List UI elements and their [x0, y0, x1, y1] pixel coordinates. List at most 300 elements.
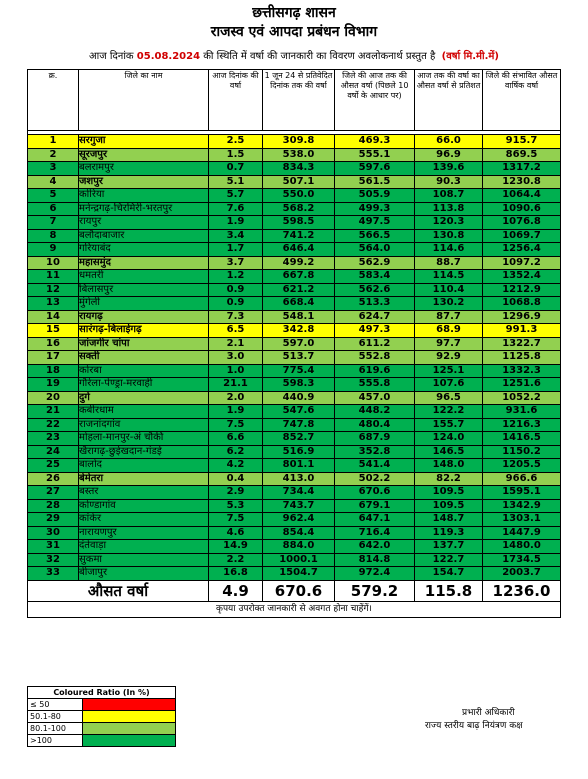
row-avg-to-date: 624.7: [335, 310, 415, 324]
row-annual: 1205.5: [483, 459, 561, 473]
table-row: [28, 243, 561, 257]
row-since-june: 598.5: [263, 216, 335, 230]
row-annual: 966.6: [483, 472, 561, 486]
table-row: [28, 256, 561, 270]
row-annual: 915.7: [483, 135, 561, 149]
row-annual: 1216.3: [483, 418, 561, 432]
row-percent: 139.6: [415, 162, 483, 176]
row-since-june: 646.4: [263, 243, 335, 257]
row-avg-to-date: 566.5: [335, 229, 415, 243]
row-district-name: मोहला-मानपुर-अं चौकी: [79, 432, 209, 446]
row-avg-to-date: 583.4: [335, 270, 415, 284]
row-avg-to-date: 469.3: [335, 135, 415, 149]
table-row: [28, 553, 561, 567]
row-annual: 1447.9: [483, 526, 561, 540]
row-sn: 5: [28, 189, 79, 203]
legend-label: >100: [28, 735, 83, 747]
row-today: 7.5: [209, 513, 263, 527]
row-since-june: 747.8: [263, 418, 335, 432]
row-today: 1.2: [209, 270, 263, 284]
row-district-name: गरियाबंद: [79, 243, 209, 257]
row-percent: 87.7: [415, 310, 483, 324]
row-today: 6.2: [209, 445, 263, 459]
table-row: [28, 432, 561, 446]
row-since-june: 548.1: [263, 310, 335, 324]
row-today: 2.0: [209, 391, 263, 405]
row-since-june: 884.0: [263, 540, 335, 554]
row-percent: 96.9: [415, 148, 483, 162]
row-since-june: 741.2: [263, 229, 335, 243]
report-subtitle: [0, 48, 588, 62]
row-today: 2.1: [209, 337, 263, 351]
row-since-june: 516.9: [263, 445, 335, 459]
row-percent: 109.5: [415, 499, 483, 513]
row-since-june: 668.4: [263, 297, 335, 311]
row-avg-to-date: 497.5: [335, 216, 415, 230]
row-since-june: 734.4: [263, 486, 335, 500]
row-today: 4.2: [209, 459, 263, 473]
row-district-name: धमतरी: [79, 270, 209, 284]
row-sn: 19: [28, 378, 79, 392]
row-avg-to-date: 555.8: [335, 378, 415, 392]
row-percent: 113.8: [415, 202, 483, 216]
row-district-name: गौरेला-पेण्ड्रा-मरवाही: [79, 378, 209, 392]
row-annual: 1296.9: [483, 310, 561, 324]
row-annual: 1352.4: [483, 270, 561, 284]
row-annual: 869.5: [483, 148, 561, 162]
table-row: [28, 472, 561, 486]
table-row: [28, 297, 561, 311]
row-percent: 146.5: [415, 445, 483, 459]
row-today: 0.9: [209, 297, 263, 311]
row-sn: 26: [28, 472, 79, 486]
row-annual: 1150.2: [483, 445, 561, 459]
header-government: छत्तीसगढ़ शासन: [252, 5, 336, 21]
row-district-name: रायपुर: [79, 216, 209, 230]
row-sn: 8: [28, 229, 79, 243]
row-today: 0.9: [209, 283, 263, 297]
row-sn: 11: [28, 270, 79, 284]
legend-title: Coloured Ratio (In %): [28, 687, 176, 699]
row-annual: 1480.0: [483, 540, 561, 554]
row-avg-to-date: 716.4: [335, 526, 415, 540]
table-row: [28, 405, 561, 419]
signature-title: प्रभारी अधिकारी: [462, 708, 515, 718]
table-row: [28, 229, 561, 243]
row-district-name: कबीरधाम: [79, 405, 209, 419]
legend-item: [28, 711, 176, 723]
row-sn: 18: [28, 364, 79, 378]
table-row: [28, 459, 561, 473]
row-today: 1.0: [209, 364, 263, 378]
row-district-name: मुंगेली: [79, 297, 209, 311]
note-text: कृपया उपरोक्त जानकारी से अवगत होना चाहेंगें।: [28, 601, 561, 617]
row-sn: 23: [28, 432, 79, 446]
row-district-name: बालोद: [79, 459, 209, 473]
table-row: [28, 486, 561, 500]
row-today: 0.7: [209, 162, 263, 176]
row-sn: 20: [28, 391, 79, 405]
row-avg-to-date: 562.9: [335, 256, 415, 270]
row-today: 4.6: [209, 526, 263, 540]
color-legend: [27, 686, 176, 747]
row-annual: 1734.5: [483, 553, 561, 567]
row-avg-to-date: 564.0: [335, 243, 415, 257]
row-since-june: 499.2: [263, 256, 335, 270]
row-percent: 108.7: [415, 189, 483, 203]
row-sn: 31: [28, 540, 79, 554]
row-today: 3.7: [209, 256, 263, 270]
row-today: 7.3: [209, 310, 263, 324]
table-row: [28, 148, 561, 162]
row-sn: 15: [28, 324, 79, 338]
row-annual: 1322.7: [483, 337, 561, 351]
row-since-june: 1000.1: [263, 553, 335, 567]
row-sn: 10: [28, 256, 79, 270]
row-annual: 1090.6: [483, 202, 561, 216]
row-today: 6.5: [209, 324, 263, 338]
average-since-june: 670.6: [263, 580, 335, 601]
row-annual: 1052.2: [483, 391, 561, 405]
table-row: [28, 202, 561, 216]
row-sn: 1: [28, 135, 79, 149]
row-sn: 25: [28, 459, 79, 473]
col-header-sn: क्र.: [28, 70, 79, 131]
row-avg-to-date: 814.8: [335, 553, 415, 567]
row-district-name: रायगढ़: [79, 310, 209, 324]
row-today: 7.6: [209, 202, 263, 216]
row-today: 5.3: [209, 499, 263, 513]
row-since-june: 342.8: [263, 324, 335, 338]
row-since-june: 1504.7: [263, 567, 335, 581]
table-row: [28, 567, 561, 581]
row-today: 1.5: [209, 148, 263, 162]
col-header-percent: आज तक की वर्षा का औसत वर्षा से प्रतिशत: [415, 70, 483, 131]
row-since-june: 962.4: [263, 513, 335, 527]
row-today: 7.5: [209, 418, 263, 432]
legend-swatch: [83, 699, 176, 711]
header-department: राजस्व एवं आपदा प्रबंधन विभाग: [210, 24, 378, 40]
row-since-june: 440.9: [263, 391, 335, 405]
row-sn: 4: [28, 175, 79, 189]
row-avg-to-date: 619.6: [335, 364, 415, 378]
row-avg-to-date: 513.3: [335, 297, 415, 311]
table-row: [28, 310, 561, 324]
row-district-name: बिलासपुर: [79, 283, 209, 297]
row-sn: 28: [28, 499, 79, 513]
row-avg-to-date: 352.8: [335, 445, 415, 459]
table-row: [28, 378, 561, 392]
row-since-june: 775.4: [263, 364, 335, 378]
legend-swatch: [83, 723, 176, 735]
legend-item: [28, 735, 176, 747]
row-avg-to-date: 611.2: [335, 337, 415, 351]
col-header-district: जिले का नाम: [79, 70, 209, 131]
row-since-june: 568.2: [263, 202, 335, 216]
average-avg-to-date: 579.2: [335, 580, 415, 601]
row-today: 2.9: [209, 486, 263, 500]
row-avg-to-date: 505.9: [335, 189, 415, 203]
row-today: 16.8: [209, 567, 263, 581]
row-since-june: 597.0: [263, 337, 335, 351]
row-since-june: 834.3: [263, 162, 335, 176]
row-today: 3.0: [209, 351, 263, 365]
row-sn: 6: [28, 202, 79, 216]
average-label: औसत वर्षा: [28, 580, 209, 601]
row-annual: 1317.2: [483, 162, 561, 176]
average-percent: 115.8: [415, 580, 483, 601]
row-since-june: 507.1: [263, 175, 335, 189]
row-district-name: कांकेर: [79, 513, 209, 527]
row-since-june: 621.2: [263, 283, 335, 297]
table-row: [28, 540, 561, 554]
row-district-name: सुकमा: [79, 553, 209, 567]
row-sn: 7: [28, 216, 79, 230]
report-date: 05.08.2024: [136, 51, 201, 62]
row-today: 21.1: [209, 378, 263, 392]
row-district-name: जशपुर: [79, 175, 209, 189]
table-row: [28, 526, 561, 540]
row-district-name: महासमुंद: [79, 256, 209, 270]
row-since-june: 801.1: [263, 459, 335, 473]
legend-swatch: [83, 735, 176, 747]
table-row: [28, 270, 561, 284]
row-percent: 97.7: [415, 337, 483, 351]
row-district-name: बलरामपुर: [79, 162, 209, 176]
row-district-name: सूरजपुर: [79, 148, 209, 162]
row-avg-to-date: 670.6: [335, 486, 415, 500]
row-percent: 122.2: [415, 405, 483, 419]
row-avg-to-date: 480.4: [335, 418, 415, 432]
row-percent: 114.6: [415, 243, 483, 257]
table-row: [28, 351, 561, 365]
row-percent: 68.9: [415, 324, 483, 338]
row-sn: 32: [28, 553, 79, 567]
row-since-june: 854.4: [263, 526, 335, 540]
row-percent: 88.7: [415, 256, 483, 270]
table-row: [28, 364, 561, 378]
table-row: [28, 337, 561, 351]
row-district-name: सरगुजा: [79, 135, 209, 149]
row-sn: 24: [28, 445, 79, 459]
row-avg-to-date: 642.0: [335, 540, 415, 554]
row-avg-to-date: 597.6: [335, 162, 415, 176]
row-district-name: बीजापुर: [79, 567, 209, 581]
row-annual: 1064.4: [483, 189, 561, 203]
row-since-june: 743.7: [263, 499, 335, 513]
row-annual: 1256.4: [483, 243, 561, 257]
row-district-name: बस्तर: [79, 486, 209, 500]
table-row: [28, 162, 561, 176]
row-since-june: 667.8: [263, 270, 335, 284]
row-avg-to-date: 561.5: [335, 175, 415, 189]
row-today: 2.2: [209, 553, 263, 567]
row-district-name: दंतेवाड़ा: [79, 540, 209, 554]
row-percent: 124.0: [415, 432, 483, 446]
row-sn: 17: [28, 351, 79, 365]
unit-label: (वर्षा मि.मी.में): [441, 51, 499, 62]
row-percent: 109.5: [415, 486, 483, 500]
row-since-june: 852.7: [263, 432, 335, 446]
row-avg-to-date: 552.8: [335, 351, 415, 365]
row-sn: 29: [28, 513, 79, 527]
row-district-name: खैरागढ़-छुईखदान-गंडई: [79, 445, 209, 459]
row-today: 0.4: [209, 472, 263, 486]
row-annual: 1076.8: [483, 216, 561, 230]
row-today: 3.4: [209, 229, 263, 243]
table-row: [28, 324, 561, 338]
row-annual: 1595.1: [483, 486, 561, 500]
row-since-june: 413.0: [263, 472, 335, 486]
col-header-avg-to-date: जिले की आज तक की औसत वर्षा (पिछले 10 वर्षो के आधार पर): [335, 70, 415, 131]
row-avg-to-date: 562.6: [335, 283, 415, 297]
row-district-name: मनेन्द्रगढ़-चिरमिरी-भरतपुर: [79, 202, 209, 216]
row-percent: 155.7: [415, 418, 483, 432]
row-avg-to-date: 972.4: [335, 567, 415, 581]
row-annual: 1068.8: [483, 297, 561, 311]
row-annual: 1230.8: [483, 175, 561, 189]
row-today: 5.1: [209, 175, 263, 189]
row-district-name: जांजगीर चांपा: [79, 337, 209, 351]
row-percent: 125.1: [415, 364, 483, 378]
subtitle-prefix: आज दिनांक: [89, 51, 134, 62]
row-today: 1.9: [209, 405, 263, 419]
row-district-name: कोण्डागांव: [79, 499, 209, 513]
row-sn: 14: [28, 310, 79, 324]
row-today: 6.6: [209, 432, 263, 446]
row-percent: 114.5: [415, 270, 483, 284]
row-today: 2.5: [209, 135, 263, 149]
row-sn: 30: [28, 526, 79, 540]
row-since-june: 547.6: [263, 405, 335, 419]
row-percent: 130.2: [415, 297, 483, 311]
row-annual: 2003.7: [483, 567, 561, 581]
row-annual: 1416.5: [483, 432, 561, 446]
row-sn: 22: [28, 418, 79, 432]
row-percent: 122.7: [415, 553, 483, 567]
row-sn: 12: [28, 283, 79, 297]
row-sn: 27: [28, 486, 79, 500]
row-since-june: 550.0: [263, 189, 335, 203]
row-district-name: दुर्ग: [79, 391, 209, 405]
average-today: 4.9: [209, 580, 263, 601]
row-percent: 110.4: [415, 283, 483, 297]
row-avg-to-date: 499.3: [335, 202, 415, 216]
row-since-june: 538.0: [263, 148, 335, 162]
note-row: [28, 601, 561, 617]
row-annual: 1342.9: [483, 499, 561, 513]
row-annual: 991.3: [483, 324, 561, 338]
legend-label: ≤ 50: [28, 699, 83, 711]
row-percent: 90.3: [415, 175, 483, 189]
row-avg-to-date: 647.1: [335, 513, 415, 527]
row-percent: 96.5: [415, 391, 483, 405]
rainfall-table: [27, 69, 561, 618]
row-since-june: 598.3: [263, 378, 335, 392]
row-district-name: बलौदाबाजार: [79, 229, 209, 243]
row-avg-to-date: 497.3: [335, 324, 415, 338]
row-annual: 931.6: [483, 405, 561, 419]
row-district-name: कोरबा: [79, 364, 209, 378]
table-row: [28, 513, 561, 527]
row-today: 14.9: [209, 540, 263, 554]
table-header-row: [28, 70, 561, 131]
row-percent: 130.8: [415, 229, 483, 243]
row-avg-to-date: 555.1: [335, 148, 415, 162]
row-percent: 148.0: [415, 459, 483, 473]
table-row: [28, 418, 561, 432]
row-avg-to-date: 687.9: [335, 432, 415, 446]
average-row: [28, 580, 561, 601]
table-row: [28, 499, 561, 513]
table-row: [28, 391, 561, 405]
row-sn: 9: [28, 243, 79, 257]
row-percent: 137.7: [415, 540, 483, 554]
row-sn: 16: [28, 337, 79, 351]
row-sn: 2: [28, 148, 79, 162]
row-district-name: सक्ती: [79, 351, 209, 365]
average-annual: 1236.0: [483, 580, 561, 601]
row-percent: 154.7: [415, 567, 483, 581]
row-annual: 1097.2: [483, 256, 561, 270]
table-row: [28, 189, 561, 203]
row-since-june: 513.7: [263, 351, 335, 365]
row-avg-to-date: 457.0: [335, 391, 415, 405]
row-sn: 21: [28, 405, 79, 419]
row-percent: 66.0: [415, 135, 483, 149]
table-row: [28, 283, 561, 297]
row-percent: 119.3: [415, 526, 483, 540]
legend-label: 50.1-80: [28, 711, 83, 723]
table-row: [28, 135, 561, 149]
legend-item: [28, 699, 176, 711]
row-annual: 1332.3: [483, 364, 561, 378]
row-avg-to-date: 679.1: [335, 499, 415, 513]
row-annual: 1125.8: [483, 351, 561, 365]
row-sn: 33: [28, 567, 79, 581]
row-today: 1.9: [209, 216, 263, 230]
row-sn: 3: [28, 162, 79, 176]
row-avg-to-date: 541.4: [335, 459, 415, 473]
row-district-name: बेमेतरा: [79, 472, 209, 486]
row-avg-to-date: 502.2: [335, 472, 415, 486]
row-percent: 107.6: [415, 378, 483, 392]
row-percent: 120.3: [415, 216, 483, 230]
row-percent: 148.7: [415, 513, 483, 527]
row-avg-to-date: 448.2: [335, 405, 415, 419]
signature-office: राज्य स्तरीय बाढ़ नियंत्रण कक्ष: [425, 721, 523, 731]
legend-label: 80.1-100: [28, 723, 83, 735]
table-row: [28, 175, 561, 189]
row-percent: 92.9: [415, 351, 483, 365]
row-since-june: 309.8: [263, 135, 335, 149]
col-header-today: आज दिनांक की वर्षा: [209, 70, 263, 131]
row-district-name: राजनांदगांव: [79, 418, 209, 432]
row-sn: 13: [28, 297, 79, 311]
row-annual: 1251.6: [483, 378, 561, 392]
row-percent: 82.2: [415, 472, 483, 486]
legend-item: [28, 723, 176, 735]
subtitle-text: की स्थिति में वर्षा की जानकारी का विवरण अवलोकनार्थ प्रस्तुत है: [203, 51, 436, 62]
row-today: 5.7: [209, 189, 263, 203]
row-district-name: नारायणपुर: [79, 526, 209, 540]
legend-swatch: [83, 711, 176, 723]
row-district-name: कोरिया: [79, 189, 209, 203]
col-header-annual: जिले की संभावित औसत वार्षिक वर्षा: [483, 70, 561, 131]
row-annual: 1303.1: [483, 513, 561, 527]
row-district-name: सारंगढ़-बिलाईगढ़: [79, 324, 209, 338]
row-annual: 1069.7: [483, 229, 561, 243]
